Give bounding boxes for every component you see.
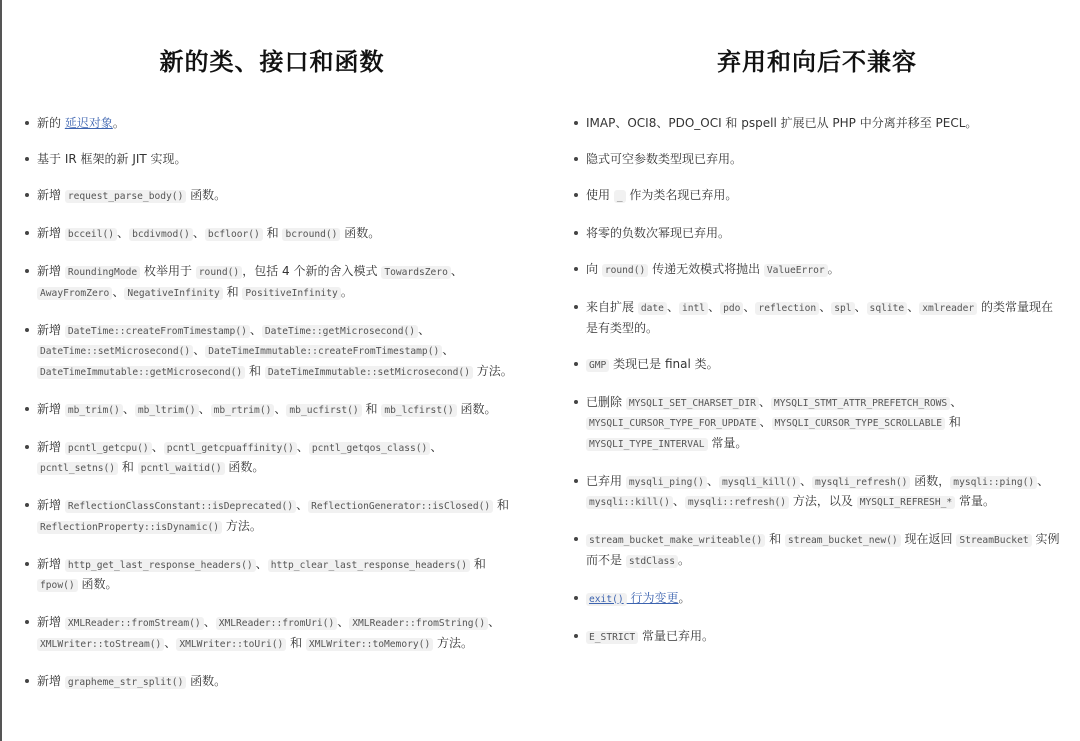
inline-code: NegativeInfinity bbox=[124, 287, 222, 300]
text: 、 bbox=[666, 300, 679, 314]
inline-code: round() bbox=[196, 266, 242, 279]
text: 、 bbox=[430, 439, 443, 454]
text: 基于 IR 框架的新 JIT 实现。 bbox=[37, 152, 187, 166]
text: 作为类名现已弃用。 bbox=[625, 188, 738, 202]
inline-code: MYSQLI_STMT_ATTR_PREFETCH_ROWS bbox=[771, 397, 950, 410]
list-item bbox=[24, 186, 520, 207]
list-item bbox=[573, 472, 1061, 513]
text: 常量已弃用。 bbox=[638, 628, 715, 643]
text: 来自扩展 bbox=[586, 300, 638, 314]
inline-code: MYSQLI_REFRESH_* bbox=[857, 496, 955, 509]
text: 、 bbox=[151, 439, 164, 454]
inline-code: XMLReader::fromUri() bbox=[216, 617, 338, 630]
inline-code: XMLReader::fromStream() bbox=[65, 617, 204, 630]
text: 、 bbox=[164, 635, 177, 650]
inline-code: TowardsZero bbox=[381, 266, 451, 279]
text: 和 bbox=[765, 532, 785, 546]
inline-code: sqlite bbox=[867, 302, 908, 315]
text: 、 bbox=[708, 300, 721, 314]
list-item bbox=[573, 224, 1061, 243]
text: 、 bbox=[198, 401, 211, 416]
inline-code: stream_bucket_new() bbox=[785, 534, 901, 547]
inline-code: mysqli::refresh() bbox=[685, 496, 789, 509]
text: 、 bbox=[255, 556, 268, 571]
inline-code: DateTime::createFromTimestamp() bbox=[65, 325, 250, 338]
inline-code: MYSQLI_SET_CHARSET_DIR bbox=[626, 397, 759, 410]
text: 将零的负数次幂现已弃用。 bbox=[586, 226, 731, 240]
text: 向 bbox=[586, 262, 602, 276]
text: 新增 bbox=[37, 322, 65, 337]
text: 、 bbox=[117, 226, 130, 240]
list-item bbox=[573, 393, 1061, 455]
text: 方法。 bbox=[472, 363, 513, 378]
inline-code: XMLWriter::toStream() bbox=[37, 638, 164, 651]
list-item bbox=[24, 262, 520, 303]
inline-code: mysqli_ping() bbox=[626, 476, 707, 489]
text: 。 bbox=[827, 262, 840, 276]
list-item bbox=[24, 613, 520, 654]
text: 新增 bbox=[37, 401, 65, 416]
inline-code: StreamBucket bbox=[956, 534, 1031, 547]
list-item bbox=[573, 355, 1061, 376]
inline-code: pcntl_getqos_class() bbox=[309, 442, 431, 455]
text: 。 bbox=[678, 590, 691, 605]
text: 已弃用 bbox=[586, 473, 626, 488]
inline-code: pdo bbox=[720, 302, 743, 315]
inline-code: MYSQLI_TYPE_INTERVAL bbox=[586, 438, 708, 451]
text: 。 bbox=[340, 284, 353, 299]
inline-code: bcround() bbox=[282, 228, 340, 241]
inline-code: mysqli_kill() bbox=[719, 476, 800, 489]
text: 新的 bbox=[37, 116, 65, 130]
inline-code: date bbox=[638, 302, 667, 315]
text: 常量。 bbox=[955, 494, 995, 508]
inline-code: DateTimeImmutable::setMicrosecond() bbox=[265, 366, 473, 379]
inline-code: DateTimeImmutable::getMicrosecond() bbox=[37, 366, 245, 379]
text: 传递无效模式将抛出 bbox=[648, 262, 764, 276]
new-features-list bbox=[24, 114, 520, 710]
list-item bbox=[573, 114, 1061, 133]
text: 、 bbox=[706, 473, 719, 488]
text: 函数。 bbox=[186, 673, 227, 688]
text: 、 bbox=[450, 264, 463, 278]
list-item bbox=[24, 672, 520, 693]
text: 方法，以及 bbox=[789, 494, 857, 508]
inline-code: pcntl_getcpuaffinity() bbox=[164, 442, 297, 455]
inline-code: ReflectionClassConstant::isDeprecated() bbox=[65, 500, 296, 513]
text: 函数， bbox=[910, 473, 951, 488]
text: 、 bbox=[759, 415, 772, 429]
text: 、 bbox=[418, 322, 431, 337]
text: 和 bbox=[245, 363, 265, 378]
inline-code: RoundingMode bbox=[65, 266, 140, 279]
inline-code: bcdivmod() bbox=[129, 228, 193, 241]
inline-code: bcceil() bbox=[65, 228, 117, 241]
text: 、 bbox=[743, 300, 756, 314]
text: 枚举用于 bbox=[140, 264, 196, 278]
list-item bbox=[24, 321, 520, 383]
link[interactable]: 行为变更 bbox=[626, 590, 679, 605]
text: 方法。 bbox=[433, 635, 474, 650]
inline-code: AwayFromZero bbox=[37, 287, 112, 300]
text: 。 bbox=[678, 552, 691, 567]
text: 和 bbox=[286, 635, 306, 650]
inline-code: http_clear_last_response_headers() bbox=[268, 559, 470, 572]
text: 使用 bbox=[586, 188, 614, 202]
list-item bbox=[573, 530, 1061, 571]
text: 、 bbox=[758, 394, 771, 409]
new-features-heading: 新的类、接口和函数 bbox=[159, 48, 385, 76]
deprecations-heading: 弃用和向后不兼容 bbox=[717, 48, 917, 76]
text: 、 bbox=[800, 473, 813, 488]
text: 、 bbox=[442, 343, 455, 357]
list-item bbox=[573, 627, 1061, 648]
inline-code: http_get_last_response_headers() bbox=[65, 559, 256, 572]
inline-code: reflection bbox=[755, 302, 819, 315]
inline-code: mysqli::ping() bbox=[950, 476, 1037, 489]
inline-code: mysqli::kill() bbox=[586, 496, 673, 509]
inline-code: DateTime::setMicrosecond() bbox=[37, 345, 193, 358]
text: ，包括 4 个新的舍入模式 bbox=[242, 264, 382, 278]
text: 新增 bbox=[37, 498, 65, 512]
inline-code: XMLWriter::toUri() bbox=[176, 638, 286, 651]
page-left-border bbox=[0, 0, 2, 741]
text: 新增 bbox=[37, 556, 65, 571]
list-item bbox=[573, 150, 1061, 169]
text: 函数。 bbox=[340, 226, 381, 240]
text: 、 bbox=[249, 322, 262, 337]
list-item bbox=[24, 114, 520, 133]
inline-code: E_STRICT bbox=[586, 631, 638, 644]
inline-code: mysqli_refresh() bbox=[812, 476, 910, 489]
text: 、 bbox=[854, 300, 867, 314]
text: 实例而不是 bbox=[586, 532, 1060, 567]
inline-code: mb_trim() bbox=[65, 404, 123, 417]
inline-code: mb_rtrim() bbox=[211, 404, 275, 417]
text: 和 bbox=[222, 284, 243, 299]
inline-code: _ bbox=[614, 190, 626, 203]
text: 、 bbox=[337, 615, 350, 629]
list-item bbox=[24, 555, 520, 596]
inline-code: spl bbox=[831, 302, 854, 315]
inline-code: DateTime::getMicrosecond() bbox=[262, 325, 418, 338]
text: 函数。 bbox=[456, 401, 497, 416]
text: 函数。 bbox=[186, 188, 227, 202]
list-item bbox=[573, 186, 1061, 207]
text: 方法。 bbox=[222, 518, 262, 533]
text: 新增 bbox=[37, 188, 65, 202]
inline-code: PositiveInfinity bbox=[242, 287, 340, 300]
inline-code: request_parse_body() bbox=[65, 190, 187, 203]
list-item bbox=[24, 150, 520, 169]
inline-code: ReflectionProperty::isDynamic() bbox=[37, 521, 222, 534]
list-item bbox=[24, 496, 520, 537]
text: 、 bbox=[274, 401, 287, 416]
text: 、 bbox=[672, 494, 685, 508]
inline-code: pcntl_waitid() bbox=[138, 462, 225, 475]
inline-code: pcntl_setns() bbox=[37, 462, 118, 475]
inline-code: round() bbox=[602, 264, 648, 277]
inline-code: stream_bucket_make_writeable() bbox=[586, 534, 765, 547]
text: 新增 bbox=[37, 673, 65, 688]
link[interactable]: 延迟对象 bbox=[64, 116, 113, 130]
inline-code: stdClass bbox=[626, 555, 678, 568]
text: 、 bbox=[819, 300, 832, 314]
text: 、 bbox=[122, 401, 135, 416]
inline-code: mb_ucfirst() bbox=[286, 404, 361, 417]
inline-code: grapheme_str_split() bbox=[65, 676, 187, 689]
inline-code: intl bbox=[679, 302, 708, 315]
inline-code: fpow() bbox=[37, 579, 78, 592]
text: 新增 bbox=[37, 264, 65, 278]
text: 新增 bbox=[37, 226, 65, 240]
inline-code: mb_ltrim() bbox=[135, 404, 199, 417]
text: 隐式可空参数类型现已弃用。 bbox=[586, 152, 743, 166]
text: 新增 bbox=[37, 439, 65, 454]
text: 新增 bbox=[37, 615, 65, 629]
inline-code: bcfloor() bbox=[205, 228, 263, 241]
text: 、 bbox=[296, 439, 309, 454]
inline-code: exit() bbox=[586, 593, 627, 606]
inline-code: XMLWriter::toMemory() bbox=[306, 638, 433, 651]
list-item bbox=[24, 400, 520, 421]
text: 和 bbox=[361, 401, 382, 416]
text: 、 bbox=[1037, 473, 1050, 488]
text: 已删除 bbox=[586, 394, 626, 409]
inline-code: xmlreader bbox=[919, 302, 977, 315]
text: 、 bbox=[203, 615, 216, 629]
text: IMAP、OCI8、PDO_OCI 和 pspell 扩展已从 PHP 中分离并移至 PECL。 bbox=[586, 116, 978, 130]
deprecations-list bbox=[573, 114, 1061, 665]
inline-code: XMLReader::fromString() bbox=[349, 617, 488, 630]
text: 、 bbox=[193, 343, 206, 357]
inline-code: ReflectionGenerator::isClosed() bbox=[308, 500, 493, 513]
text: 函数。 bbox=[77, 577, 118, 591]
list-item bbox=[573, 589, 1061, 610]
text: 、 bbox=[296, 498, 309, 512]
text: 、 bbox=[488, 615, 501, 629]
text: 常量。 bbox=[707, 435, 748, 450]
text: 、 bbox=[112, 284, 125, 299]
inline-code: GMP bbox=[586, 359, 609, 372]
text: 和 bbox=[945, 415, 961, 429]
list-item bbox=[573, 298, 1061, 337]
list-item bbox=[24, 438, 520, 479]
inline-code: pcntl_getcpu() bbox=[65, 442, 152, 455]
text: 、 bbox=[192, 226, 205, 240]
inline-code: MYSQLI_CURSOR_TYPE_SCROLLABLE bbox=[772, 417, 946, 430]
text: 和 bbox=[470, 556, 486, 571]
text: 类现已是 final 类。 bbox=[609, 356, 719, 371]
text: 和 bbox=[493, 498, 509, 512]
list-item bbox=[573, 260, 1061, 281]
text: 现在返回 bbox=[900, 532, 957, 546]
text: 的类常量现在是有类型的。 bbox=[586, 300, 1054, 335]
link[interactable] bbox=[586, 591, 627, 605]
text: 。 bbox=[112, 116, 125, 130]
inline-code: MYSQLI_CURSOR_TYPE_FOR_UPDATE bbox=[586, 417, 760, 430]
text: 、 bbox=[950, 394, 963, 409]
text: 和 bbox=[262, 226, 283, 240]
list-item bbox=[24, 224, 520, 245]
text: 、 bbox=[907, 300, 920, 314]
inline-code: DateTimeImmutable::createFromTimestamp() bbox=[205, 345, 442, 358]
inline-code: mb_lcfirst() bbox=[381, 404, 456, 417]
text: 函数。 bbox=[224, 460, 265, 474]
inline-code: ValueError bbox=[764, 264, 828, 277]
text: 和 bbox=[118, 460, 138, 474]
